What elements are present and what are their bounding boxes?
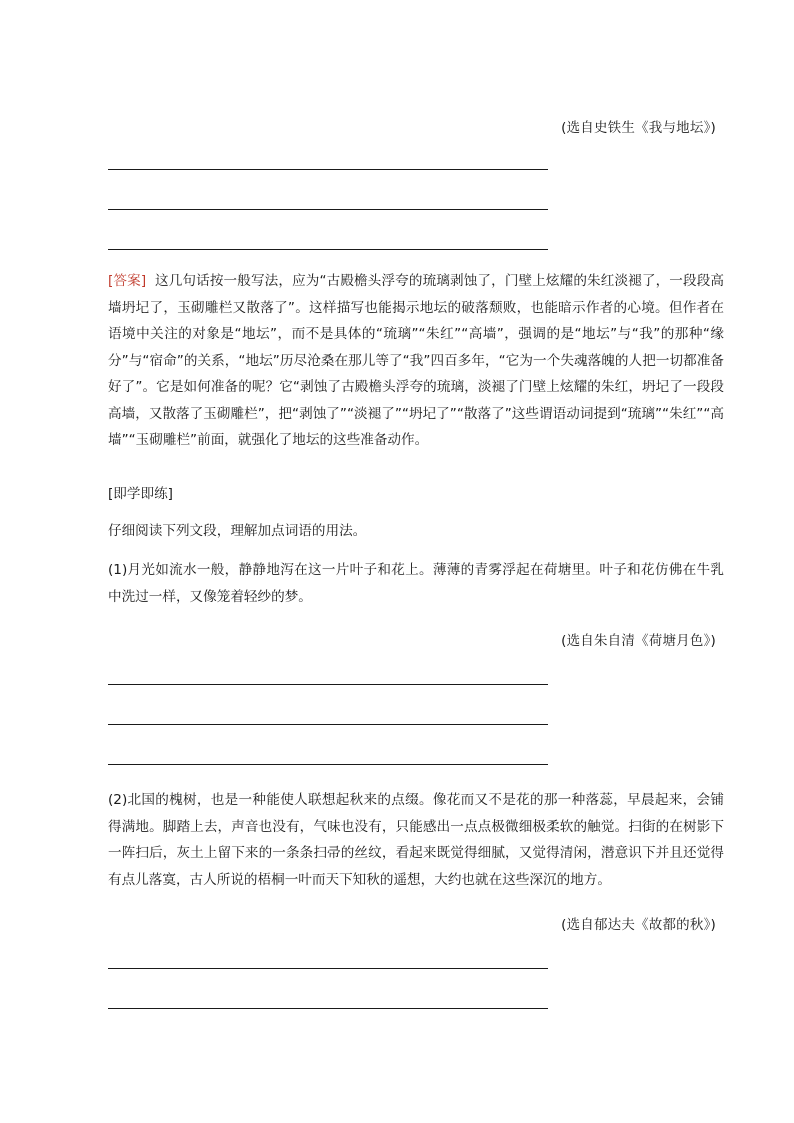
answer-text: 这几句话按一般写法，应为“古殿檐头浮夸的琉璃剥蚀了，门壁上炫耀的朱红淡褪了，一段段高墙坍圮了，玉砌雕栏又散落了”。这样描写也能揭示地坛的破落颓败，也能暗示作者的心境。但作者在语境中关注的对象是“地坛”，而不是具体的“琉璃”“朱红”“高墙”，强调的是“地坛”与“我”的那种“缘分”与“宿命”的关系，“地坛”历尽沧桑在那儿等了“我”四百多年，“它为一个失魂落魄的人把一切都准备好了”。它是如何准备的呢？它“剥蚀了古殿檐头浮夸的琉璃，淡褪了门壁上炫耀的朱红，坍圮了一段段高墙，又散落了玉砌雕栏”，把“剥蚀了”“淡褪了”“坍圮了”“散落了”这些谓语动词提到“琉璃”“朱红”“高墙”“玉砌雕栏”前面，就强化了地坛的这些准备动作。 — [108, 273, 724, 448]
item-1-line-1 — [108, 684, 548, 685]
answer-line-2 — [108, 209, 548, 210]
answer-line-3 — [108, 249, 548, 250]
item-2-line-2 — [108, 1008, 548, 1009]
source-citation-2: (选自朱自清《荷塘月色》) — [561, 633, 716, 649]
instruction-text: 仔细阅读下列文段，理解加点词语的用法。 — [108, 523, 367, 539]
answer-tag: [答案] — [108, 273, 147, 289]
source-citation-1: (选自史铁生《我与地坛》) — [561, 120, 716, 136]
item-1-line-3 — [108, 764, 548, 765]
item-1-paragraph: (1)月光如流水一般，静静地泻在这一片叶子和花上。薄薄的青雾浮起在荷塘里。叶子和花仿佛在牛乳中洗过一样，又像笼着轻纱的梦。 — [108, 562, 724, 605]
answer-line-1 — [108, 169, 548, 170]
item-1-line-2 — [108, 724, 548, 725]
item-2-paragraph: (2)北国的槐树，也是一种能使人联想起秋来的点缀。像花而又不是花的那一种落蕊，早晨起来，会铺得满地。脚踏上去，声音也没有，气味也没有，只能感出一点点极微细极柔软的触觉。扫街的在树影下一阵扫后，灰土上留下来的一条条扫帚的丝纹，看起来既觉得细腻，又觉得清闲，潜意识下并且还觉得有点儿落寞，古人所说的梧桐一叶而天下知秋的遥想，大约也就在这些深沉的地方。 — [108, 792, 724, 888]
practice-heading: [即学即练] — [108, 486, 173, 502]
item-2-line-1 — [108, 968, 548, 969]
source-citation-3: (选自郁达夫《故都的秋》) — [561, 917, 716, 933]
answer-paragraph — [108, 268, 724, 454]
